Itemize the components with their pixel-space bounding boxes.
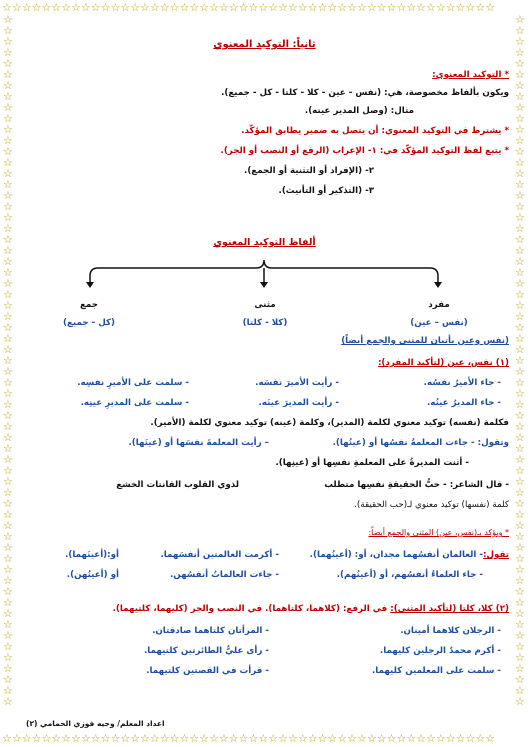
example-cell: أو:(أعينَهما). [65,550,119,560]
tree-title: ألفاظ التوكيد المعنوي [213,237,316,248]
tree-muthanna-words: (كلا - كلتا) [242,318,288,328]
say-line-2: – رأيت المعلمةَ نفسَها أو (عينَها). [128,438,269,448]
tree-jam-label: جمع [79,300,99,310]
follow-line-2: ٢- (الإفراد أو التثنية أو الجمع). [244,166,374,176]
example-cell: - أكرمت العالمتين أنفسَهما. [160,550,279,560]
definition-line: ويكون بألفاظ مخصوصة، هي: (نفس - عين - كلا - كلتا - كل - جميع). [221,88,509,98]
example-cell: - رأى عليٌّ الطائرتين كلتيهما. [144,646,269,656]
footer-credit: اعداد المعلم/ وجيه فوزي الحمامي (٢) [26,718,165,728]
example-cell: - جاء العلماءُ أنفسُهم، أو (أعينُهم). [336,570,483,580]
example-line: مثال: (وصل المدير عينه). [304,106,414,116]
tree-mufrad-words: (نفس – عين) [410,318,468,328]
example-cell: - أكرم محمدٌ الرجلين كليهما. [379,646,501,656]
tree-connector [20,248,509,288]
poet-note: كلمة (نفسها) توكيد معنوي لـ(حب الحقيقة). [354,500,509,510]
condition-line: * يشترط في التوكيد المعنوي: أن يتصل به ضمير يطابق المؤكّد. [241,126,509,136]
example-cell: - جاءت العالماتُ أنفسُهن. [169,570,279,580]
star-border-bottom: ☆☆☆☆☆☆☆☆☆☆☆☆☆☆☆☆☆☆☆☆☆☆☆☆☆☆☆☆☆☆☆☆☆☆☆☆☆☆☆☆☆☆☆☆☆☆☆☆☆☆ [2,733,496,745]
tree-jam-words: (كل - جميع) [63,318,115,328]
example-cell: - سلمت على المعلمين كليهما. [371,666,501,676]
example-cell: - رأيت الأميرَ نفسَه. [255,378,339,388]
say-label: تقول: [483,550,509,560]
subsection-heading: (١) نفس، عين (لتأكيد المفرد): [377,358,509,368]
follow-line: * يتبع لفظ التوكيد المؤكّد في: ١- الإعراب (الرفع أو النصب أو الجر). [220,146,509,156]
section-heading: * التوكيد المعنوي: [432,70,509,80]
example-cell: - المرأتان كلتاهما صادقتان. [152,626,269,636]
star-border-left: ☆☆☆☆☆☆☆☆☆☆☆☆☆☆☆☆☆☆☆☆☆☆☆☆☆☆☆☆☆☆☆☆☆☆☆☆☆☆☆☆☆☆☆☆☆☆☆☆☆☆☆☆☆☆☆☆☆☆☆☆☆☆☆ [3,14,13,708]
star-border-top: ☆☆☆☆☆☆☆☆☆☆☆☆☆☆☆☆☆☆☆☆☆☆☆☆☆☆☆☆☆☆☆☆☆☆☆☆☆☆☆☆☆☆☆☆☆☆☆☆☆☆ [2,2,496,14]
note-line: (نفس وعين يأتيان للمثنى والجمع أيضاً) [341,336,509,346]
example-cell: - سلمت على الأميرِ نفسِه. [77,378,189,388]
say-line: وتقول: - جاءت المعلمةُ نفسُها أو (عينُها). [332,438,509,448]
example-cell: - الرجلان كلاهما أمينان. [400,626,501,636]
tree-muthanna-label: مثنى [254,300,276,310]
explanation-line: فكلمة (نفسه) توكيد معنوي لكلمة (المدير)، وكلمة (عينه) توكيد معنوي لكلمة (الأمير). [150,418,509,428]
poet-line-2: لذوي القلوب القانتات الخشع [116,480,239,490]
subsection-heading: (٢) كلا، كلتا (لتأكيد المثنى): في الرفع: (كلاهما، كلتاهما). في النصب والجر (كليهما، كلتيهما). [112,604,509,614]
example-cell: أو (أعينُهن). [66,570,119,580]
example-cell: - سلمت على المديرِ عينِه. [80,398,189,408]
subsection-heading: * ويؤكد بـ(نفس، عين) المثنى والجمع أيضاً: [368,528,509,537]
example-cell: - رأيت المديرَ عينَه. [258,398,339,408]
tree-mufrad-label: مفرد [428,300,450,310]
poet-line: - قال الشاعر: - حبُّ الحقيقةِ نفسِها متطلب [324,480,509,490]
example-cell: - جاء المديرُ عينُه. [427,398,501,408]
star-border-right: ☆☆☆☆☆☆☆☆☆☆☆☆☆☆☆☆☆☆☆☆☆☆☆☆☆☆☆☆☆☆☆☆☆☆☆☆☆☆☆☆☆☆☆☆☆☆☆☆☆☆☆☆☆☆☆☆☆☆☆☆☆☆☆ [515,14,525,708]
content [20,14,509,731]
follow-line-3: ٣- (التذكير أو التأنيث). [278,186,374,196]
example-cell: - قرأت في القصتين كلتيهما. [146,666,269,676]
example-cell: - جاء الأميرُ نفسُه. [423,378,501,388]
example-cell: - العالمان أنفسُهما مجدان، أو: (أعينُهما). [309,550,483,560]
praise-line: - أثنت المديرةُ على المعلمةِ نفسِها أو (عينِها). [275,458,469,468]
page-title: ثانياً: التوكيد المعنوي [213,39,316,50]
